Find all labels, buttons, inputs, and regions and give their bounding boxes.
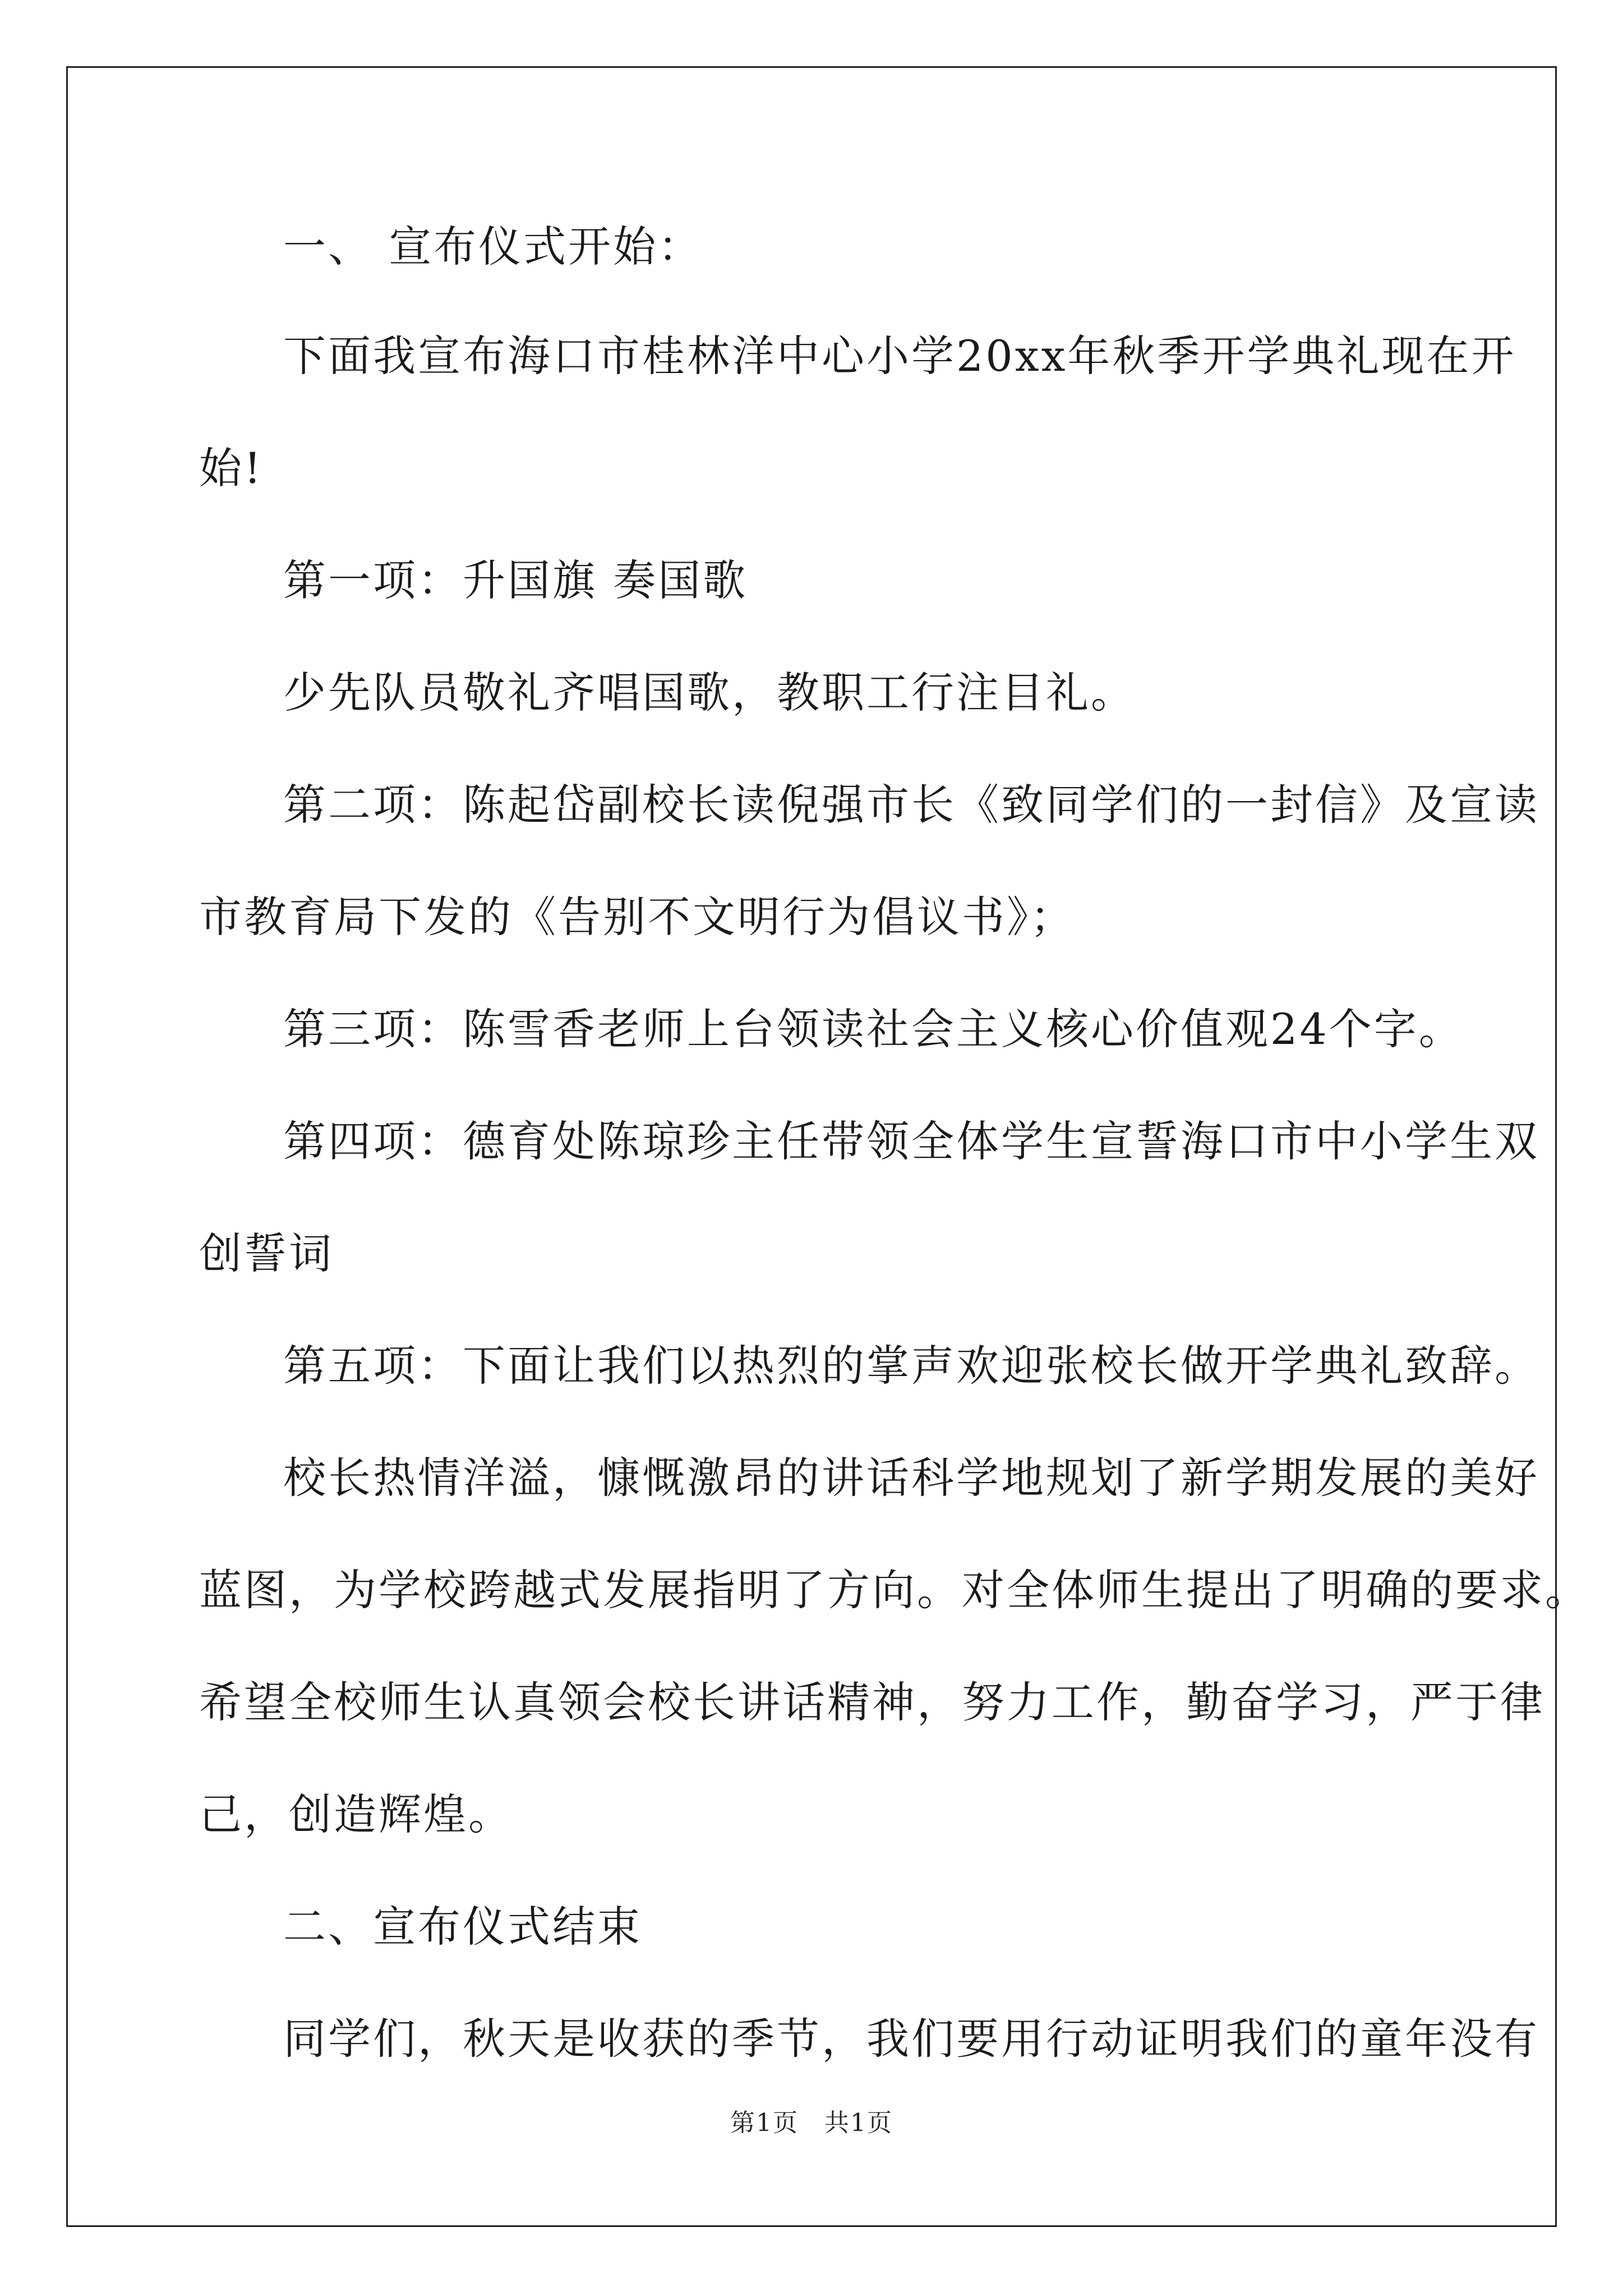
paragraph-line: 少先队员敬礼齐唱国歌，教职工行注目礼。 [283, 668, 1136, 717]
section-heading-1: 一、 宣布仪式开始： [283, 222, 703, 272]
paragraph-line: 蓝图，为学校跨越式发展指明了方向。对全体师生提出了明确的要求。 [199, 1565, 1590, 1615]
item-1-line: 第一项：升国旗 奏国歌 [283, 555, 748, 605]
paragraph-line: 希望全校师生认真领会校长讲话精神，努力工作，勤奋学习，严于律 [199, 1677, 1545, 1727]
item-2-line: 第二项：陈起岱副校长读倪强市长《致同学们的一封信》及宣读 [283, 780, 1539, 830]
item-4-line: 第四项：德育处陈琼珍主任带领全体学生宣誓海口市中小学生双 [283, 1116, 1539, 1166]
paragraph-line: 市教育局下发的《告别不文明行为倡议书》； [199, 892, 1075, 942]
section-heading-2: 二、宣布仪式结束 [283, 1902, 642, 1952]
paragraph-line: 己，创造辉煌。 [199, 1789, 513, 1839]
paragraph-line: 校长热情洋溢，慷慨激昂的讲话科学地规划了新学期发展的美好 [283, 1453, 1539, 1503]
paragraph-line: 始! [199, 443, 264, 493]
item-5-line: 第五项：下面让我们以热烈的掌声欢迎张校长做开学典礼致辞。 [283, 1341, 1539, 1391]
paragraph-line: 下面我宣布海口市桂林洋中心小学20xx年秋季开学典礼现在开 [283, 331, 1516, 381]
page-footer: 第1页 共1页 [730, 2109, 893, 2137]
item-3-line: 第三项：陈雪香老师上台领读社会主义核心价值观24个字。 [283, 1004, 1464, 1054]
paragraph-line: 创誓词 [199, 1228, 334, 1278]
paragraph-line: 同学们，秋天是收获的季节，我们要用行动证明我们的童年没有 [283, 2014, 1539, 2064]
